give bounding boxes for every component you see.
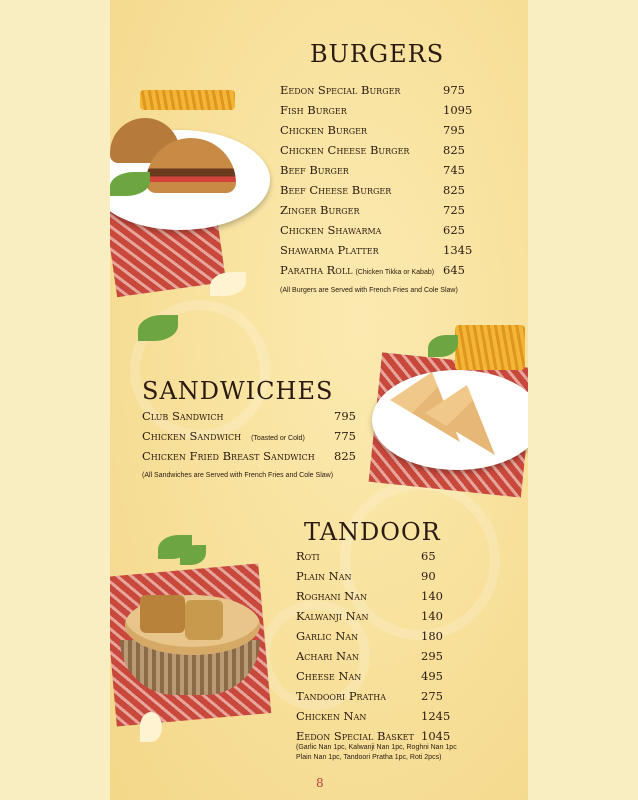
- right-margin: [528, 0, 638, 800]
- menu-item-price: 825: [334, 449, 356, 463]
- sandwiches-title: SANDWICHES: [142, 377, 334, 405]
- menu-item-price: 140: [421, 609, 443, 623]
- menu-item-price: 90: [421, 569, 436, 583]
- tandoor-title: TANDOOR: [304, 518, 441, 546]
- menu-item-name-text: Paratha Roll: [280, 263, 353, 277]
- menu-item-name: Chicken Cheese Burger: [280, 143, 410, 157]
- menu-item-name: Tandoori Pratha: [296, 689, 387, 703]
- menu-item-name: Chicken Fried Breast Sandwich: [142, 449, 315, 463]
- menu-item-name: Cheese Nan: [296, 669, 362, 683]
- menu-item-price: 975: [443, 83, 465, 97]
- menu-item-price: 1345: [443, 243, 473, 257]
- sandwiches-note: (All Sandwiches are Served with French Fries and Cole Slaw): [142, 472, 334, 479]
- menu-item-name: Plain Nan: [296, 569, 352, 583]
- menu-item-price: 825: [443, 143, 465, 157]
- menu-item-name: Achari Nan: [296, 649, 359, 663]
- menu-item-price: 775: [334, 429, 356, 443]
- menu-item-price: 65: [421, 549, 436, 563]
- bread-image: [140, 595, 185, 633]
- menu-item-price: 795: [443, 123, 465, 137]
- fries-image: [455, 325, 525, 370]
- menu-item-price: 1245: [421, 709, 451, 723]
- menu-item-price: 1045: [421, 729, 451, 743]
- menu-item-price: 625: [443, 223, 465, 237]
- menu-item-name: Shawarma Platter: [280, 243, 379, 257]
- menu-item-name: [280, 263, 434, 277]
- menu-item-name: Chicken Nan: [296, 709, 367, 723]
- menu-item-subtext: (Chicken Tikka or Kabab): [355, 269, 435, 276]
- menu-item-name: Eedon Special Basket: [296, 729, 414, 743]
- menu-item-price: 645: [443, 263, 465, 277]
- left-margin: [0, 0, 110, 800]
- menu-item-name: Eedon Special Burger: [280, 83, 401, 97]
- menu-item-name: Beef Cheese Burger: [280, 183, 392, 197]
- leaf-decoration: [210, 272, 246, 296]
- menu-item-name: Fish Burger: [280, 103, 347, 117]
- menu-item-name: Club Sandwich: [142, 409, 224, 423]
- basil-image: [180, 545, 206, 565]
- menu-item-name: Garlic Nan: [296, 629, 359, 643]
- menu-item-price: 295: [421, 649, 443, 663]
- basket-note: (Garlic Nan 1pc, Kalwanji Nan 1pc, Roghni Nan 1pc: [296, 744, 457, 751]
- menu-item-subtext: (Toasted or Cold): [251, 435, 305, 442]
- menu-item-name: Kalwanji Nan: [296, 609, 369, 623]
- menu-item-price: 725: [443, 203, 465, 217]
- leaf-decoration: [140, 712, 162, 742]
- menu-item-name: Chicken Burger: [280, 123, 367, 137]
- page-number: 8: [316, 776, 324, 790]
- burgers-note: (All Burgers are Served with French Fries and Cole Slaw): [280, 287, 458, 294]
- menu-item-name-text: Chicken Sandwich: [142, 429, 242, 443]
- menu-item-name: Roghani Nan: [296, 589, 368, 603]
- menu-item-price: 795: [334, 409, 356, 423]
- menu-item-price: 275: [421, 689, 443, 703]
- bread-image: [185, 600, 223, 640]
- menu-item-price: 180: [421, 629, 443, 643]
- menu-item-name: Roti: [296, 549, 320, 563]
- burgers-title: BURGERS: [310, 40, 445, 68]
- menu-item-name: Beef Burger: [280, 163, 349, 177]
- leaf-decoration: [428, 335, 458, 357]
- fries-image: [140, 90, 235, 110]
- menu-item-price: 825: [443, 183, 465, 197]
- menu-item-price: 1095: [443, 103, 473, 117]
- menu-page: [110, 0, 528, 800]
- menu-item-price: 495: [421, 669, 443, 683]
- menu-item-name: [142, 429, 305, 443]
- menu-item-name: Chicken Shawarma: [280, 223, 382, 237]
- basket-note: Plain Nan 1pc, Tandoori Pratha 1pc, Roti 2pcs): [296, 754, 442, 761]
- menu-item-name: Zinger Burger: [280, 203, 360, 217]
- menu-item-price: 140: [421, 589, 443, 603]
- menu-item-price: 745: [443, 163, 465, 177]
